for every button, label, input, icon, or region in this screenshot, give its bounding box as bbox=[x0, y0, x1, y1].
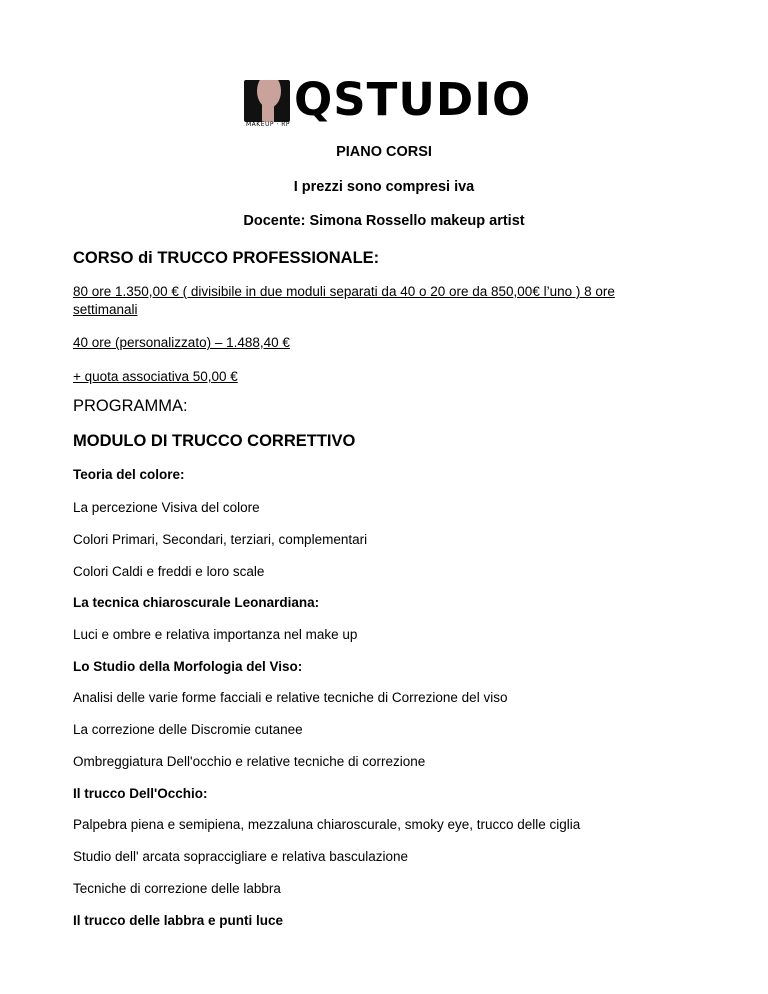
program-item: Studio dell' arcata sopraccigliare e relativa basculazione bbox=[73, 849, 409, 864]
program-item: Colori Primari, Secondari, terziari, complementari bbox=[73, 532, 368, 547]
teacher-line: Docente: Simona Rossello makeup artist bbox=[243, 213, 525, 229]
module-heading: MODULO DI TRUCCO CORRETTIVO bbox=[73, 432, 356, 450]
section-heading: La tecnica chiaroscurale Leonardiana: bbox=[73, 595, 320, 610]
logo-subtext: MAKEUP · RP bbox=[246, 121, 291, 128]
section-heading: Lo Studio della Morfologia del Viso: bbox=[73, 659, 303, 674]
program-item: La percezione Visiva del colore bbox=[73, 500, 260, 515]
course-price-line-cont: settimanali bbox=[73, 302, 138, 317]
logo-mark-icon bbox=[244, 80, 290, 122]
course-price-line: 80 ore 1.350,00 € ( divisibile in due moduli separati da 40 o 20 ore da 850,00€ l’uno ) 8 ore bbox=[73, 284, 615, 299]
program-item: Colori Caldi e freddi e loro scale bbox=[73, 564, 265, 579]
qstudio-logo bbox=[244, 73, 532, 130]
program-item: Ombreggiatura Dell'occhio e relative tecniche di correzione bbox=[73, 754, 426, 769]
section-heading: Il trucco Dell'Occhio: bbox=[73, 786, 208, 801]
program-item: Palpebra piena e semipiena, mezzaluna chiaroscurale, smoky eye, trucco delle ciglia bbox=[73, 817, 581, 832]
program-item: Tecniche di correzione delle labbra bbox=[73, 881, 281, 896]
page-title: PIANO CORSI bbox=[336, 144, 432, 160]
section-heading: Il trucco delle labbra e punti luce bbox=[73, 913, 284, 928]
logo-wordmark: QSTUDIO bbox=[294, 73, 532, 126]
price-note: I prezzi sono compresi iva bbox=[293, 179, 475, 195]
course-membership-fee: + quota associativa 50,00 € bbox=[73, 369, 238, 384]
section-heading: Teoria del colore: bbox=[73, 467, 185, 482]
program-item: Analisi delle varie forme facciali e relative tecniche di Correzione del viso bbox=[73, 690, 508, 705]
program-heading: PROGRAMMA: bbox=[73, 397, 188, 415]
program-item: Luci e ombre e relativa importanza nel make up bbox=[73, 627, 358, 642]
program-item: La correzione delle Discromie cutanee bbox=[73, 722, 303, 737]
course-heading: CORSO di TRUCCO PROFESSIONALE: bbox=[73, 249, 380, 267]
course-personal-price: 40 ore (personalizzato) – 1.488,40 € bbox=[73, 335, 290, 350]
